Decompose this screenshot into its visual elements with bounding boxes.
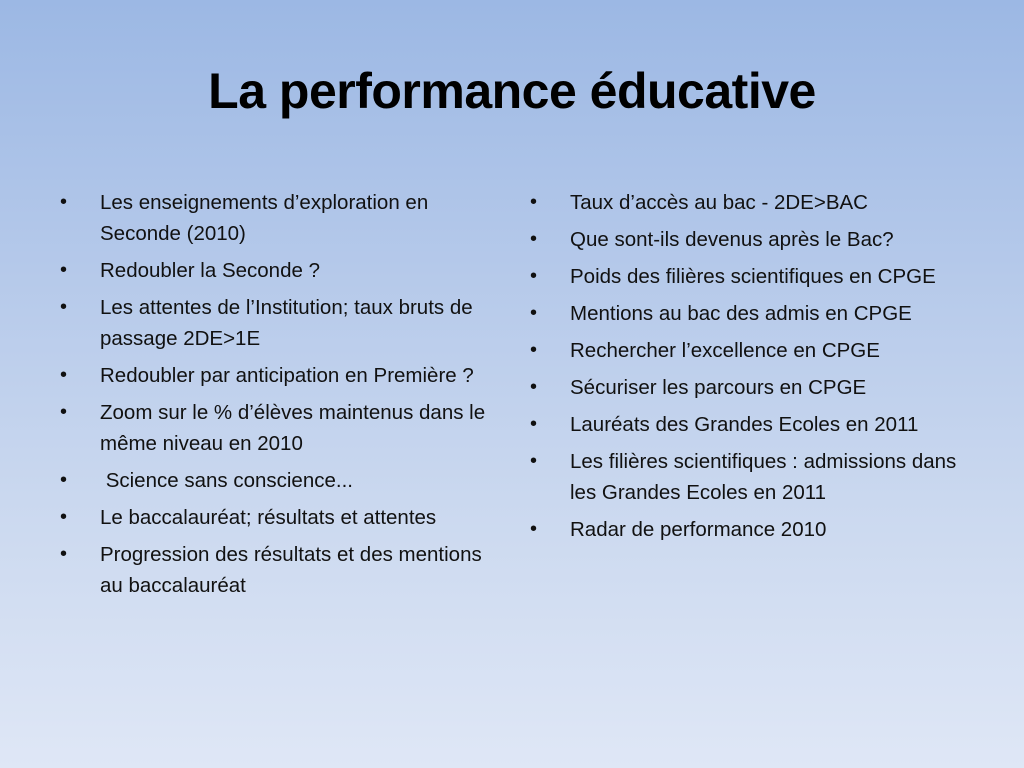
bullet-item (530, 298, 970, 329)
bullet-item (530, 335, 970, 366)
bullet-icon: • (530, 228, 538, 250)
bullet-icon: • (530, 413, 538, 435)
bullet-icon: • (60, 259, 68, 281)
bullet-item (530, 187, 970, 218)
bullet-text: Redoubler par anticipation en Première ? (100, 364, 474, 387)
bullet-item (530, 446, 970, 508)
bullet-item (60, 187, 490, 249)
bullet-text: Taux d’accès au bac - 2DE>BAC (570, 191, 868, 214)
bullet-icon: • (60, 506, 68, 528)
bullet-icon: • (530, 265, 538, 287)
bullet-icon: • (530, 450, 538, 472)
left-bullet-list (60, 187, 490, 607)
bullet-icon: • (530, 339, 538, 361)
bullet-icon: • (60, 469, 68, 491)
bullet-item (530, 514, 970, 545)
bullet-text: Radar de performance 2010 (570, 518, 827, 541)
bullet-icon: • (530, 518, 538, 540)
bullet-text: Le baccalauréat; résultats et attentes (100, 506, 437, 529)
bullet-icon: • (60, 191, 68, 213)
bullet-text: Lauréats des Grandes Ecoles en 2011 (570, 413, 919, 436)
bullet-item (60, 502, 490, 533)
bullet-icon: • (530, 376, 538, 398)
bullet-item (530, 261, 970, 292)
bullet-icon: • (530, 302, 538, 324)
bullet-icon: • (60, 364, 68, 386)
bullet-item (60, 292, 490, 354)
bullet-text: Zoom sur le % d’élèves maintenus dans le même niveau en 2010 (100, 401, 486, 455)
bullet-item (530, 224, 970, 255)
bullet-text: Rechercher l’excellence en CPGE (570, 339, 880, 362)
bullet-text: Que sont-ils devenus après le Bac? (570, 228, 894, 251)
bullet-item (60, 360, 490, 391)
bullet-icon: • (60, 296, 68, 318)
bullet-icon: • (60, 543, 68, 565)
bullet-text: Redoubler la Seconde ? (100, 259, 320, 282)
bullet-icon: • (530, 191, 538, 213)
bullet-text: Sécuriser les parcours en CPGE (570, 376, 867, 399)
bullet-item (60, 255, 490, 286)
bullet-text: Les attentes de l’Institution; taux bruts de passage 2DE>1E (100, 296, 473, 350)
bullet-item (60, 539, 490, 601)
right-bullet-list (530, 187, 970, 551)
bullet-text: Progression des résultats et des mentions au baccalauréat (100, 543, 482, 597)
bullet-text: Science sans conscience... (100, 469, 353, 492)
bullet-text: Les enseignements d’exploration en Seconde (2010) (100, 191, 429, 245)
bullet-item (530, 409, 970, 440)
bullet-icon: • (60, 401, 68, 423)
bullet-text: Poids des filières scientifiques en CPGE (570, 265, 936, 288)
bullet-text: Les filières scientifiques : admissions dans les Grandes Ecoles en 2011 (570, 450, 957, 504)
bullet-text: Mentions au bac des admis en CPGE (570, 302, 912, 325)
bullet-item (60, 397, 490, 459)
bullet-item (60, 465, 490, 496)
slide-title: La performance éducative (208, 63, 816, 119)
bullet-item (530, 372, 970, 403)
